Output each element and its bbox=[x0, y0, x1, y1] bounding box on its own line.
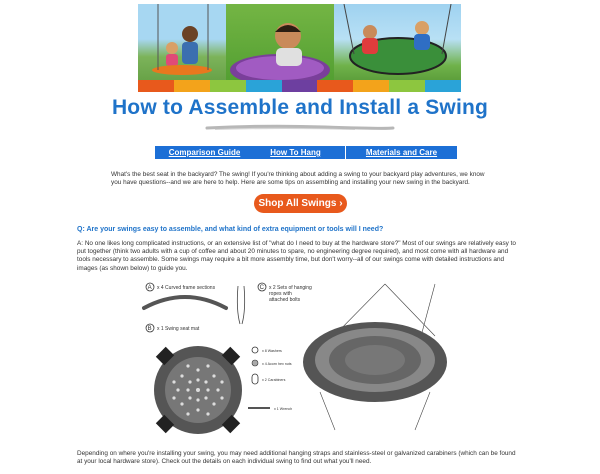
acorn-nut-part bbox=[252, 360, 258, 366]
faq-question: Q: Are your swings easy to assemble, and what kind of extra equipment or tools will I need? bbox=[77, 226, 384, 233]
hanging-ropes-part bbox=[237, 286, 244, 324]
brush-divider bbox=[205, 124, 395, 131]
seat-mat-part bbox=[154, 346, 242, 434]
hero-color-stripes bbox=[138, 80, 461, 92]
label-ropes-line2: ropes with bbox=[269, 291, 292, 297]
label-swing-seat-mat: x 1 Swing seat mat bbox=[157, 326, 200, 332]
label-carabiners: x 2 Carabiners bbox=[262, 378, 286, 382]
hero-banner bbox=[138, 4, 461, 92]
carabiner-part bbox=[252, 374, 258, 384]
hero-photo-boy-swing bbox=[226, 4, 334, 92]
label-b-letter: B bbox=[147, 326, 152, 332]
label-curved-frame: x 4 Curved frame sections bbox=[157, 285, 216, 291]
label-washers: x 8 Washers bbox=[262, 349, 282, 353]
nav-comparison-guide[interactable]: Comparison Guide bbox=[155, 146, 254, 159]
label-ropes-line3: attached bolts bbox=[269, 297, 301, 303]
shop-all-swings-button[interactable]: Shop All Swings › bbox=[254, 194, 347, 213]
label-c-letter: C bbox=[259, 285, 264, 291]
intro-text: What's the best seat in the backyard? The swing! If you're thinking about adding a swing to your backyard play adventures, we know you have questions--and we are here to help. Here are some tips on assembling and installing your new swing in the backyard. bbox=[111, 171, 485, 186]
nav-how-to-hang[interactable]: How To Hang bbox=[246, 146, 345, 159]
assembly-diagram bbox=[130, 280, 450, 450]
hero-photo-kids-web-swing bbox=[334, 4, 461, 92]
assembled-swing bbox=[303, 284, 447, 430]
label-ropes-line1: x 2 Sets of hanging bbox=[269, 285, 312, 291]
hero-photo-kids-swing bbox=[138, 4, 226, 92]
outro-text: Depending on where you're installing your swing, you may need additional hanging straps and stainless-steel or galvanized carabiners (which can be found at your local hardware store). Check out the details on each individual swing to find out what you'll need. bbox=[77, 450, 516, 466]
curved-frame-part bbox=[144, 297, 226, 308]
label-acorn-nuts: x 4 Acorn hex nuts bbox=[262, 362, 292, 366]
faq-answer: A: No one likes long complicated instructions, or an extensive list of "what do I need to buy at the hardware store?" Most of our swings are relatively easy to put together (think two adults with a cup of coffee and about 20 minutes to spare, no engineering degree required), and most come with all hardware and tools necessary to assemble. Some swings may require a bit more assembly time, but don't worry--all of our swings come with detailed instructions and images (as shown below) to guide you. bbox=[77, 240, 516, 272]
page-title: How to Assemble and Install a Swing bbox=[111, 96, 489, 119]
label-wrench: x 1 Wrench bbox=[274, 407, 293, 411]
nav-materials-and-care[interactable]: Materials and Care bbox=[346, 146, 457, 159]
label-a-letter: A bbox=[147, 285, 152, 291]
washer-part bbox=[252, 347, 258, 353]
